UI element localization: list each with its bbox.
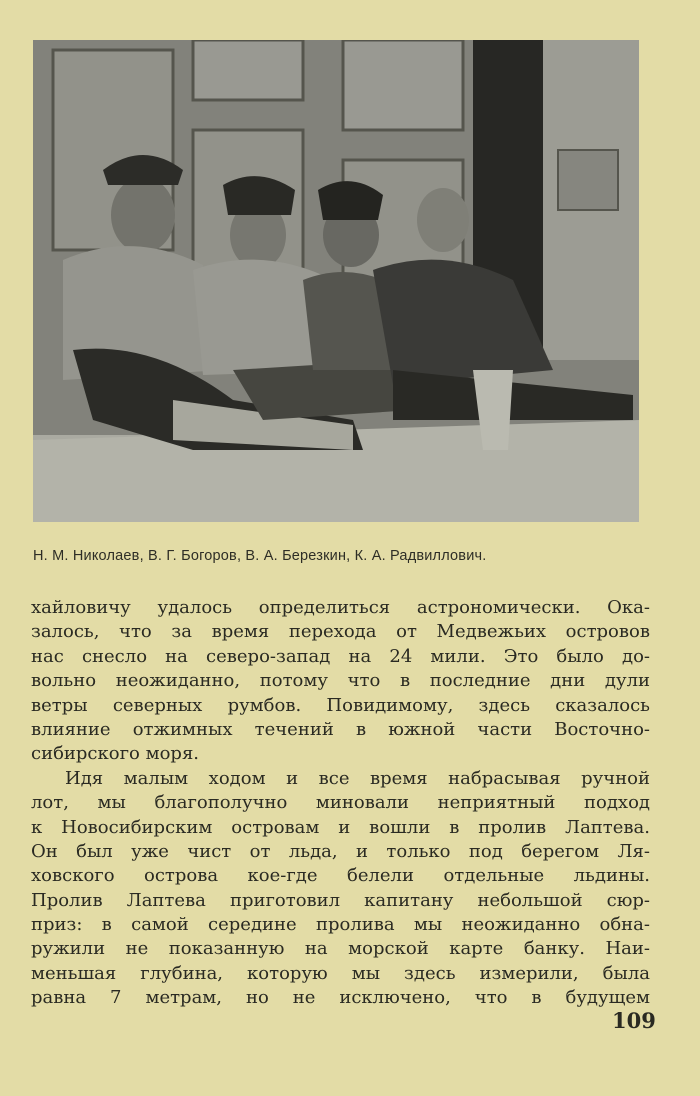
- photo-caption: Н. М. Николаев, В. Г. Богоров, В. А. Березкин, К. А. Радвиллович.: [33, 548, 487, 564]
- text-line: ховского острова кое-где белели отдельные льдины.: [31, 865, 650, 887]
- body-text: [31, 596, 650, 1011]
- text-line: Он был уже чист от льда, и только под берегом Ля-: [31, 840, 650, 862]
- text-line: хайловичу удалось определиться астрономически. Ока-: [31, 597, 650, 618]
- paragraph: [31, 596, 650, 767]
- paragraph: [31, 767, 650, 1011]
- text-line: приз: в самой середине пролива мы неожиданно обна-: [31, 914, 650, 936]
- text-line: меньшая глубина, которую мы здесь измерили, была: [31, 962, 650, 984]
- text-line: вольно неожиданно, потому что в последние дни дули: [31, 670, 650, 692]
- text-line: Идя малым ходом и все время набрасывая ручной: [65, 767, 650, 789]
- text-line: сибирского моря.: [31, 743, 200, 765]
- page-number: 109: [612, 1008, 656, 1033]
- photograph: [33, 40, 639, 522]
- text-line: ружили не показанную на морской карте банку. Наи-: [31, 938, 650, 960]
- text-line: нас снесло на северо-запад на 24 мили. Это было до-: [31, 645, 650, 667]
- text-line: лот, мы благополучно миновали неприятный подход: [31, 792, 650, 814]
- text-line: ветры северных румбов. Повидимому, здесь сказалось: [31, 694, 650, 716]
- text-line: Пролив Лаптева приготовил капитану небольшой сюр-: [31, 889, 650, 911]
- text-line: залось, что за время перехода от Медвежьих островов: [31, 621, 650, 643]
- text-line: к Новосибирским островам и вошли в пролив Лаптева.: [31, 816, 650, 838]
- text-line: влияние отжимных течений в южной части Восточно-: [31, 718, 650, 740]
- text-line: равна 7 метрам, но не исключено, что в будущем: [31, 987, 650, 1009]
